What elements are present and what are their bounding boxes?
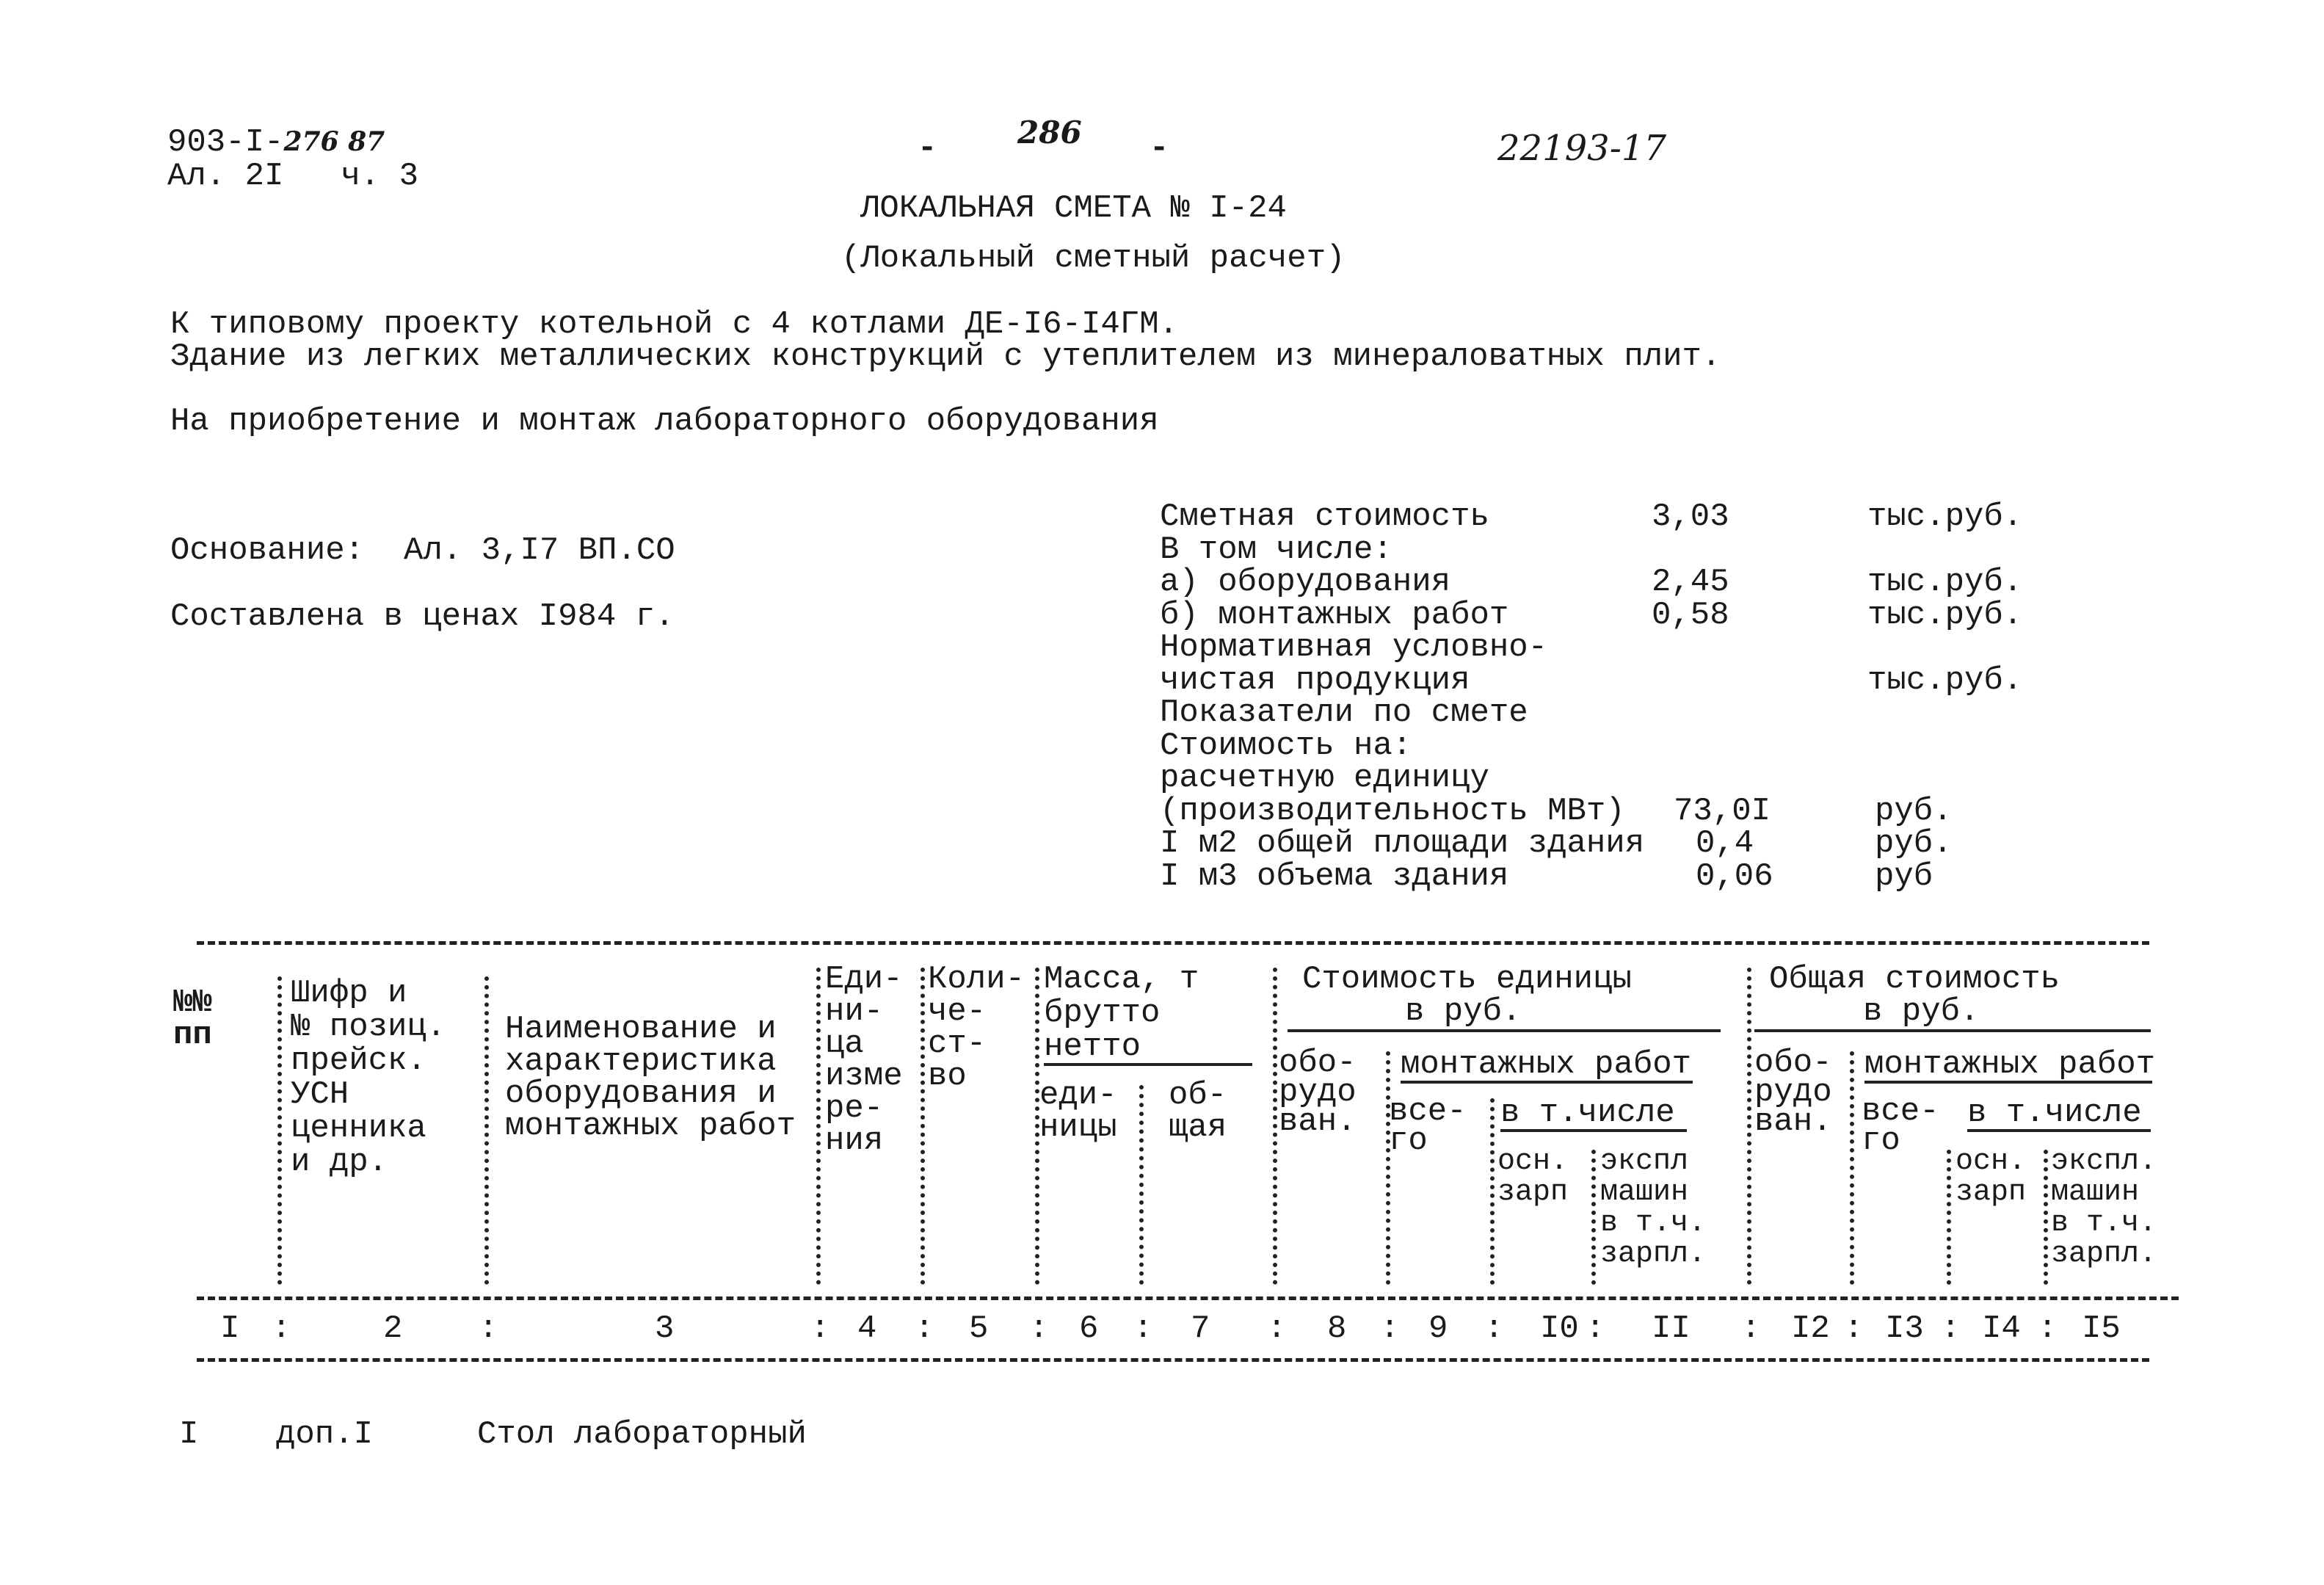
summary-value: 0,58: [1652, 597, 1729, 634]
column-number: I5: [2082, 1310, 2121, 1347]
summary-value: 0,4: [1696, 825, 1754, 862]
summary-unit: тыс.руб.: [1867, 597, 2023, 634]
header-quantity: Коли- че- ст- во: [928, 961, 1025, 1095]
header-unit: Еди- ни- ца изме ре- ния: [825, 961, 903, 1159]
column-separator-colon: :: [810, 1310, 830, 1347]
column-separator-colon: :: [2038, 1310, 2058, 1347]
project-line-1: К типовому проекту котельной с 4 котлами ДЕ-I6-I4ГМ.: [170, 306, 1179, 343]
page-subtitle: (Локальный сметный расчет): [841, 240, 1346, 277]
col-separator: [1591, 1150, 1596, 1285]
column-number: 4: [857, 1310, 877, 1347]
summary-value: 0,06: [1696, 858, 1773, 895]
col-separator: [920, 968, 925, 1285]
unit-cost-underline: [1288, 1029, 1721, 1032]
summary-label: (производительность МВт): [1160, 793, 1625, 830]
summary-unit: тыс.руб.: [1867, 662, 2023, 699]
summary-label: а) оборудования: [1160, 564, 1451, 601]
header-total-wage: осн. зарп: [1956, 1145, 2027, 1209]
total-cost-underline: [1754, 1029, 2151, 1032]
col-separator: [1035, 968, 1039, 1285]
summary-label: I м3 объема здания: [1160, 858, 1509, 895]
header-unit-incl: в т.числе: [1500, 1095, 1675, 1131]
col-separator: [484, 976, 489, 1285]
col-separator: [2044, 1150, 2048, 1285]
project-code: 903-I-276 87: [167, 124, 385, 161]
header-unit-mach: экспл машин в т.ч. зарпл.: [1600, 1145, 1707, 1271]
summary-unit: руб: [1875, 858, 1933, 895]
page-dash-right: -: [1150, 130, 1169, 167]
header-unit-total: все- го: [1389, 1093, 1467, 1159]
column-number: 8: [1327, 1310, 1347, 1347]
column-separator-colon: :: [1844, 1310, 1864, 1347]
header-total-mach: экспл. машин в т.ч. зарпл.: [2051, 1145, 2157, 1271]
summary-value: 2,45: [1652, 564, 1729, 601]
col-separator: [1747, 968, 1751, 1285]
column-separator-colon: :: [1029, 1310, 1049, 1347]
summary-value: 73,0I: [1674, 793, 1771, 830]
summary-value: 3,03: [1652, 498, 1729, 535]
col-separator: [1386, 1051, 1390, 1285]
column-separator-colon: :: [915, 1310, 934, 1347]
summary-label: В том числе:: [1160, 532, 1392, 568]
netto-underline: [1044, 1063, 1252, 1066]
header-total-install: монтажных работ: [1864, 1046, 2156, 1083]
header-name: Наименование и характеристика оборудования и монтажных работ: [505, 1011, 796, 1145]
summary-label: б) монтажных работ: [1160, 597, 1509, 634]
summary-unit: тыс.руб.: [1867, 564, 2023, 601]
summary-label: I м2 общей площади здания: [1160, 825, 1645, 862]
column-number: 6: [1079, 1310, 1099, 1347]
header-unit-wage: осн. зарп: [1497, 1145, 1569, 1209]
column-number: II: [1652, 1310, 1691, 1347]
header-total-cost-sub: в руб.: [1863, 993, 1980, 1030]
column-separator-colon: :: [1267, 1310, 1287, 1347]
summary-label: Сметная стоимость: [1160, 498, 1489, 535]
unit-incl-underline: [1500, 1129, 1687, 1132]
column-separator-colon: :: [272, 1310, 291, 1347]
col-separator: [1490, 1098, 1495, 1285]
summary-label: Нормативная условно-: [1160, 629, 1548, 666]
header-total-equip: обо- рудо ван.: [1754, 1045, 1832, 1140]
col-separator: [1139, 1085, 1144, 1285]
col-separator: [1850, 1051, 1854, 1285]
summary-label: чистая продукция: [1160, 662, 1470, 699]
col-separator: [816, 968, 821, 1285]
column-numbers-top-rule: [197, 1296, 2179, 1300]
header-total-cost: Общая стоимость: [1769, 961, 2060, 998]
column-number: 3: [655, 1310, 675, 1347]
column-numbers-bottom-rule: [197, 1358, 2149, 1362]
header-total-incl: в т.числе: [1967, 1095, 2142, 1131]
page-number: 286: [1017, 115, 1082, 150]
header-mass: Масса, т: [1044, 961, 1199, 998]
total-incl-underline: [1967, 1129, 2151, 1132]
summary-label: расчетную единицу: [1160, 760, 1489, 797]
summary-label: Показатели по смете: [1160, 694, 1528, 731]
column-number: I: [220, 1310, 240, 1347]
column-number: 7: [1191, 1310, 1210, 1347]
col-separator: [1273, 968, 1277, 1285]
project-purpose: На приобретение и монтаж лабораторного оборудования: [170, 403, 1159, 440]
header-unit-cost: Стоимость единицы: [1302, 961, 1632, 998]
header-mass-total: об- щая: [1169, 1077, 1227, 1146]
row-number: I: [179, 1416, 199, 1453]
table-top-rule: [197, 941, 2149, 945]
row-code: доп.I: [276, 1416, 374, 1453]
project-line-2: Здание из легких металлических конструкций с утеплителем из минераловатных плит.: [170, 338, 1721, 375]
column-separator-colon: :: [1586, 1310, 1605, 1347]
column-separator-colon: :: [1484, 1310, 1504, 1347]
header-brutto: брутто: [1044, 995, 1161, 1031]
header-unit-equip: обо- рудо ван.: [1279, 1045, 1357, 1140]
column-number: 9: [1428, 1310, 1448, 1347]
header-unit-cost-sub: в руб.: [1405, 993, 1522, 1030]
page-dash-left: -: [918, 130, 937, 167]
total-install-underline: [1864, 1081, 2152, 1084]
summary-unit: руб.: [1875, 825, 1953, 862]
column-separator-colon: :: [1941, 1310, 1961, 1347]
summary-label: Стоимость на:: [1160, 728, 1412, 764]
column-separator-colon: :: [479, 1310, 498, 1347]
column-number: I0: [1540, 1310, 1579, 1347]
page-title: ЛОКАЛЬНАЯ СМЕТА № I-24: [860, 190, 1287, 227]
header-netto: нетто: [1044, 1029, 1141, 1065]
basis: [170, 534, 675, 567]
column-separator-colon: :: [1380, 1310, 1400, 1347]
header-total-total: все- го: [1862, 1093, 1939, 1159]
unit-install-underline: [1401, 1081, 1693, 1084]
basis-label: Основание:: [170, 532, 365, 569]
header-row-number: №№ пп: [173, 984, 212, 1053]
summary-unit: руб.: [1875, 793, 1953, 830]
column-separator-colon: :: [1741, 1310, 1761, 1347]
column-number: I4: [1982, 1310, 2021, 1347]
row-name: Стол лабораторный: [477, 1416, 807, 1453]
basis-value: Ал. 3,I7 ВП.СО: [404, 532, 675, 569]
header-unit-install: монтажных работ: [1401, 1046, 1692, 1083]
column-number: I3: [1885, 1310, 1924, 1347]
column-number: 2: [383, 1310, 403, 1347]
column-number: 5: [969, 1310, 989, 1347]
header-code: Шифр и № позиц. прейск. УСН ценника и др.: [291, 975, 446, 1180]
basis-prices: Составлена в ценах I984 г.: [170, 598, 675, 635]
summary-unit: тыс.руб.: [1867, 498, 2023, 535]
column-separator-colon: :: [1133, 1310, 1153, 1347]
col-separator: [277, 976, 282, 1285]
col-separator: [1947, 1150, 1951, 1285]
header-mass-unit: еди- ницы: [1039, 1077, 1117, 1146]
album-part: Ал. 2I ч. 3: [167, 158, 419, 195]
project-code-handwritten: 276 87: [283, 126, 385, 157]
document-number: 22193-17: [1497, 128, 1666, 169]
column-number: I2: [1791, 1310, 1830, 1347]
